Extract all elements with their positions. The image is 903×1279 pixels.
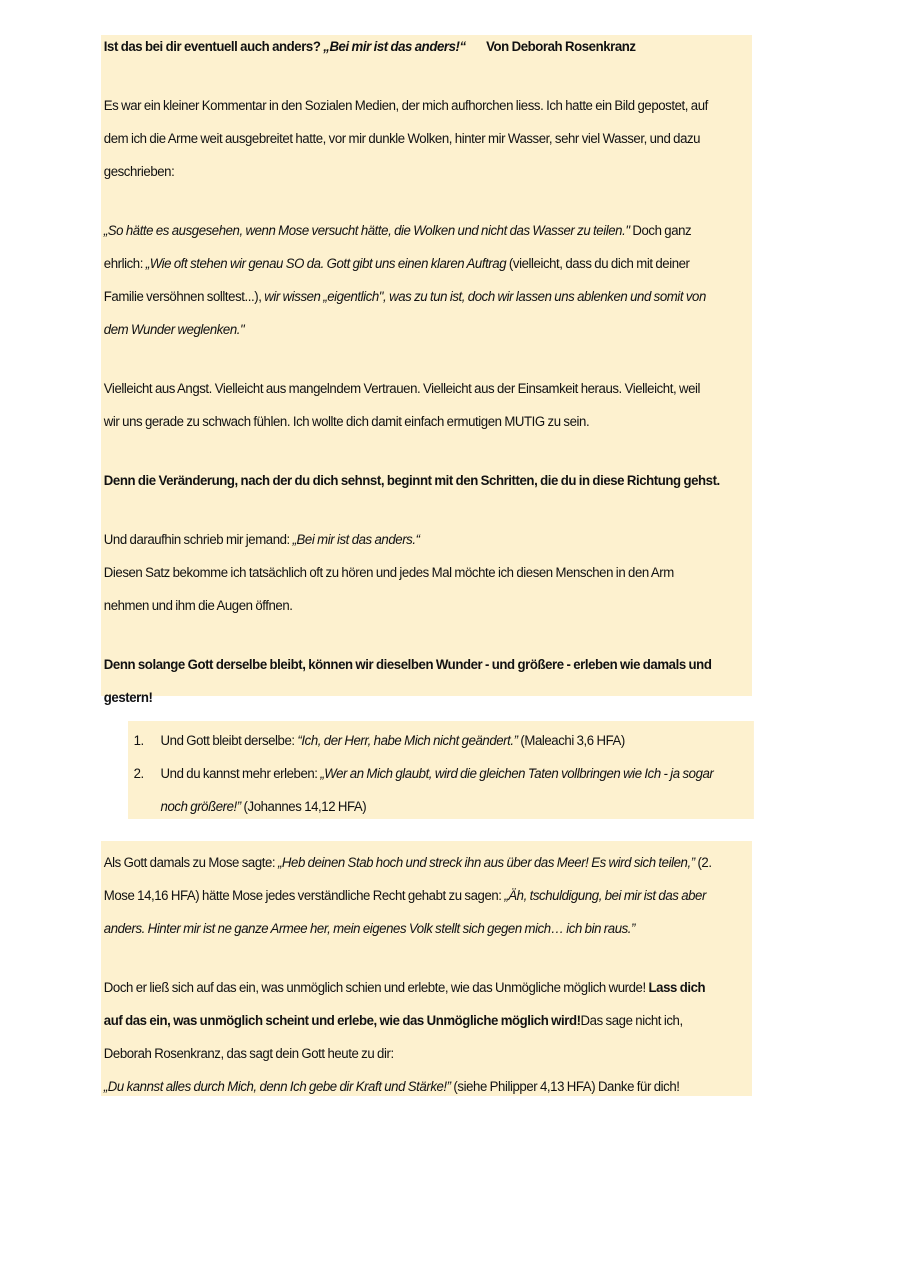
- text-line: Vielleicht aus Angst. Vielleicht aus mangelndem Vertrauen. Vielleicht aus der Einsamkeit heraus. Vielleicht, weil: [103, 381, 701, 397]
- text-line: Deborah Rosenkranz, das sagt dein Gott heute zu dir:: [103, 1046, 394, 1062]
- text-line: gestern!: [103, 690, 153, 706]
- plain-text: Doch er ließ sich auf das ein, was unmöglich schien und erlebte, wie das Unmögliche möglich wurde!: [103, 980, 649, 996]
- quote-text: „Äh, tschuldigung, bei mir ist das aber: [504, 888, 706, 904]
- plain-text: Und Gott bleibt derselbe:: [160, 733, 298, 749]
- bold-text: Lass dich: [648, 980, 706, 996]
- text-line: [104, 851, 801, 884]
- text-line: [104, 285, 801, 318]
- quote-text: dem Wunder weglenken.": [103, 322, 245, 338]
- heading-quote: „Bei mir ist das anders!“: [323, 39, 466, 55]
- text-line: [104, 252, 801, 285]
- heading-byline: Von Deborah Rosenkranz: [486, 39, 636, 55]
- plain-text: (vielleicht, dass du dich mit deiner: [506, 256, 690, 272]
- paragraph-intro: [104, 94, 801, 193]
- quote-text: wir wissen „eigentlich", was zu tun ist, doch wir lassen uns ablenken und somit von: [264, 289, 706, 305]
- list-item: [131, 729, 802, 762]
- quote-text: “Ich, der Herr, habe Mich nicht geändert.”: [297, 733, 518, 749]
- article-heading: [104, 35, 801, 68]
- plain-text: (2.: [694, 855, 712, 871]
- article-block-closing: [101, 841, 752, 1096]
- verse-reference: (Johannes 14,12 HFA): [240, 799, 367, 815]
- article-block-main: [101, 35, 752, 706]
- quote-text: „Du kannst alles durch Mich, denn Ich gebe dir Kraft und Stärke!”: [103, 1079, 451, 1095]
- quote-text: anders. Hinter mir ist ne ganze Armee her, mein eigenes Volk stellt sich gegen mich… ich bin raus.”: [103, 921, 636, 937]
- quote-text: „Bei mir ist das anders.“: [292, 532, 420, 548]
- heading-question: Ist das bei dir eventuell auch anders?: [103, 39, 321, 55]
- text-line: [104, 917, 801, 950]
- paragraph-reply: [104, 528, 801, 627]
- paragraph-mose-quote: [104, 219, 801, 351]
- verse-reference: (Maleachi 3,6 HFA): [517, 733, 625, 749]
- text-line: wir uns gerade zu schwach fühlen. Ich wollte dich damit einfach ermutigen MUTIG zu sein.: [103, 414, 590, 430]
- plain-text: Doch ganz: [629, 223, 692, 239]
- emphasis-same-god: [104, 653, 801, 719]
- quote-text: „Wer an Mich glaubt, wird die gleichen Taten vollbringen wie Ich - ja sogar: [320, 766, 714, 782]
- text-line: [104, 884, 801, 917]
- text-line: nehmen und ihm die Augen öffnen.: [103, 598, 293, 614]
- plain-text: ehrlich:: [103, 256, 146, 272]
- text-line: [104, 1075, 801, 1108]
- list-number: 1.: [133, 733, 144, 749]
- plain-text: Familie versöhnen solltest...),: [103, 289, 265, 305]
- text-line: [104, 219, 801, 252]
- text-line: geschrieben:: [103, 164, 175, 180]
- plain-text: Als Gott damals zu Mose sagte:: [103, 855, 278, 871]
- text-line: Denn solange Gott derselbe bleibt, können wir dieselben Wunder - und größere - erleben wie damals und: [103, 657, 712, 673]
- text-line: Es war ein kleiner Kommentar in den Sozialen Medien, der mich aufhorchen liess. Ich hatte ein Bild gepostet, auf: [103, 98, 708, 114]
- plain-text: Das sage nicht ich,: [580, 1013, 683, 1029]
- text-line: [104, 1009, 801, 1042]
- text-line: dem ich die Arme weit ausgebreitet hatte, vor mir dunkle Wolken, hinter mir Wasser, sehr viel Wasser, und dazu: [103, 131, 701, 147]
- quote-text: noch größere!”: [160, 799, 241, 815]
- text-line: [131, 762, 802, 795]
- plain-text: Und daraufhin schrieb mir jemand:: [103, 532, 293, 548]
- emphasis-change: Denn die Veränderung, nach der du dich sehnst, beginnt mit den Schritten, die du in diese Richtung gehst.: [103, 473, 720, 489]
- text-line: [131, 795, 802, 828]
- list-item: [131, 762, 802, 828]
- quote-text: „Wie oft stehen wir genau SO da. Gott gibt uns einen klaren Auftrag: [145, 256, 507, 272]
- paragraph-perhaps: [104, 377, 801, 443]
- list-number: 2.: [133, 766, 144, 782]
- text-line: [104, 318, 801, 351]
- text-line: [131, 729, 802, 762]
- text-line: Diesen Satz bekomme ich tatsächlich oft zu hören und jedes Mal möchte ich diesen Menschen in den Arm: [103, 565, 674, 581]
- quote-text: „Heb deinen Stab hoch und streck ihn aus über das Meer! Es wird sich teilen,”: [277, 855, 695, 871]
- bold-text: auf das ein, was unmöglich scheint und erlebe, wie das Unmögliche möglich wird!: [103, 1013, 581, 1029]
- bible-verse-list: [128, 721, 754, 819]
- paragraph-closing: [104, 976, 801, 1108]
- text-line: [104, 976, 801, 1009]
- text-line: [104, 528, 801, 561]
- plain-text: (siehe Philipper 4,13 HFA) Danke für dich!: [450, 1079, 680, 1095]
- paragraph-mose-story: [104, 851, 801, 950]
- plain-text: Und du kannst mehr erleben:: [160, 766, 321, 782]
- plain-text: Mose 14,16 HFA) hätte Mose jedes verständliche Recht gehabt zu sagen:: [103, 888, 505, 904]
- quote-text: „So hätte es ausgesehen, wenn Mose versucht hätte, die Wolken und nicht das Wasser zu teilen.": [103, 223, 630, 239]
